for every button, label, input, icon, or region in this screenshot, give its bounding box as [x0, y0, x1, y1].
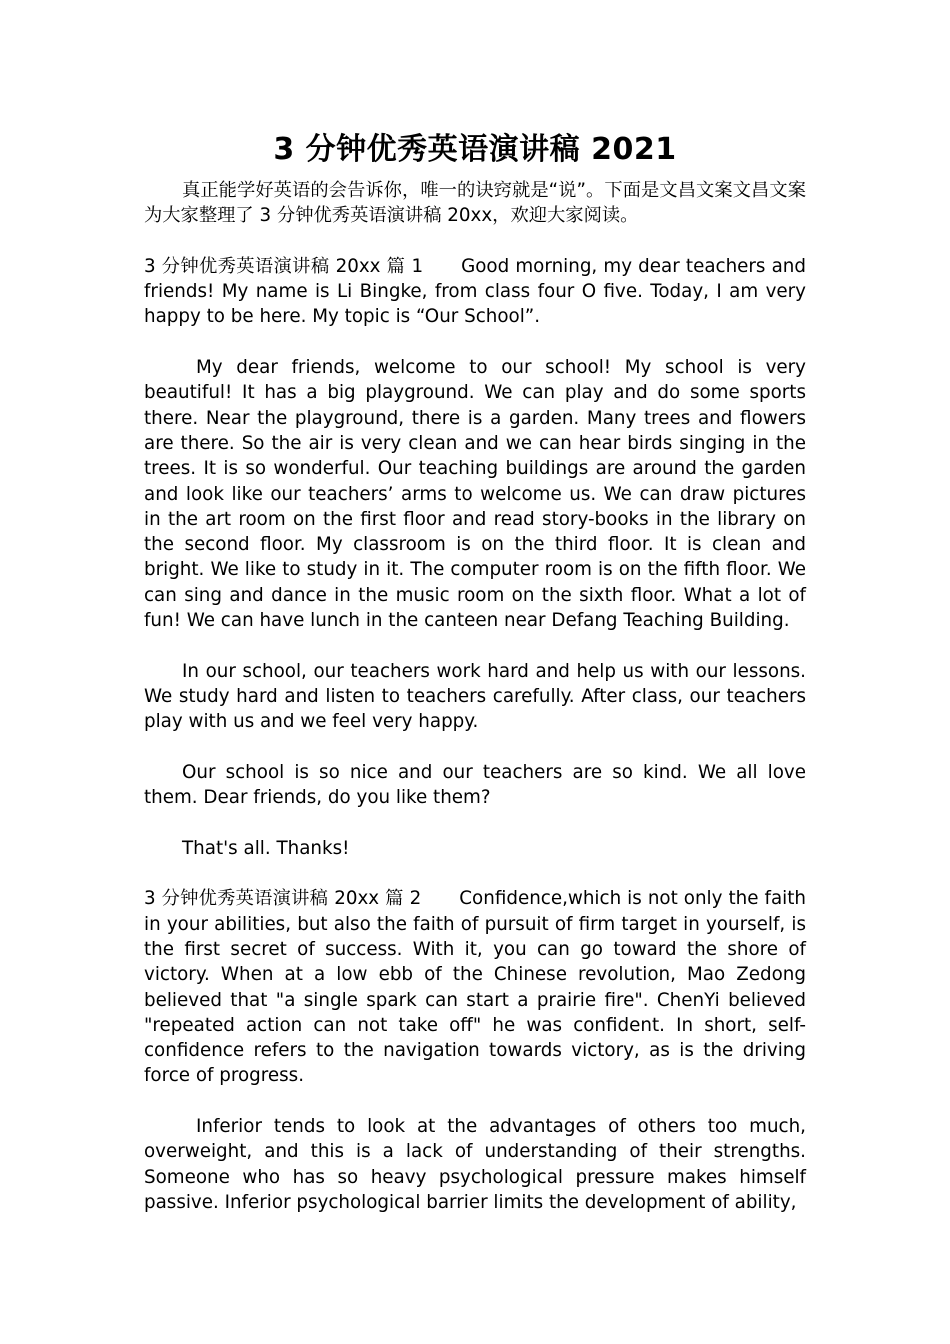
section-1-paragraph-school: My dear friends, welcome to our school! My school is very beautiful! It has a big playground. We can play and do some sports there. Near the playground, there is a garden. Many trees and flowers are there. So the air is very clean and we can hear birds singing in the trees. It is so wonderful. Our teaching buildings are around the garden and look like our teachers’ arms to welcome us. We can draw pictures in the art room on the first floor and read story-books in the library on the second floor. My classroom is on the third floor. It is clean and bright. We like to study in it. The computer room is on the fifth floor. We can sing and dance in the music room on the sixth floor. What a lot of fun! We can have lunch in the canteen near Defang Teaching Building.	[144, 357, 806, 632]
document-title: 3 分钟优秀英语演讲稿 2021	[273, 132, 677, 167]
section-1-paragraph-teachers: In our school, our teachers work hard and help us with our lessons. We study hard and listen to teachers carefully. After class, our teachers play with us and we feel very happy.	[144, 660, 806, 733]
document-body	[144, 126, 806, 1215]
section-1-paragraph-love: Our school is so nice and our teachers are so kind. We all love them. Dear friends, do you like them?	[144, 761, 806, 809]
section-2-heading: 3 分钟优秀英语演讲稿 20xx 篇 2	[144, 888, 422, 910]
section-1-heading: 3 分钟优秀英语演讲稿 20xx 篇 1	[144, 255, 424, 277]
section-1-lead-paragraph	[144, 254, 806, 330]
intro-paragraph: 真正能学好英语的会告诉你，唯一的诀窍就是“说”。下面是文昌文案文昌文案为大家整理了 3 分钟优秀英语演讲稿 20xx，欢迎大家阅读。	[144, 180, 806, 227]
section-2-lead-paragraph	[144, 886, 806, 1088]
section-1-paragraph-closing: That's all. Thanks!	[182, 837, 350, 859]
section-1-lead-text: Good morning, my dear teachers and friends! My name is Li Bingke, from class four O five. Today, I am very happy to be here. My topic is “Our School”.	[144, 255, 806, 328]
section-2-lead-text: Confidence,which is not only the faith in your abilities, but also the faith of pursuit of firm target in yourself, is the first secret of success. With it, you can go toward the shore of victory. When at a low ebb of the Chinese revolution, Mao Zedong believed that "a single spark can start a prairie fire". ChenYi believed "repeated action can not take off" he was confident. In short, self-confidence refers to the navigation towards victory, as is the driving force of progress.	[144, 888, 806, 1087]
section-2-paragraph-inferior: Inferior tends to look at the advantages of others too much, overweight, and this is a lack of understanding of their strengths. Someone who has so heavy psychological pressure makes himself passive. Inferior psychological barrier limits the development of ability,	[144, 1115, 806, 1213]
